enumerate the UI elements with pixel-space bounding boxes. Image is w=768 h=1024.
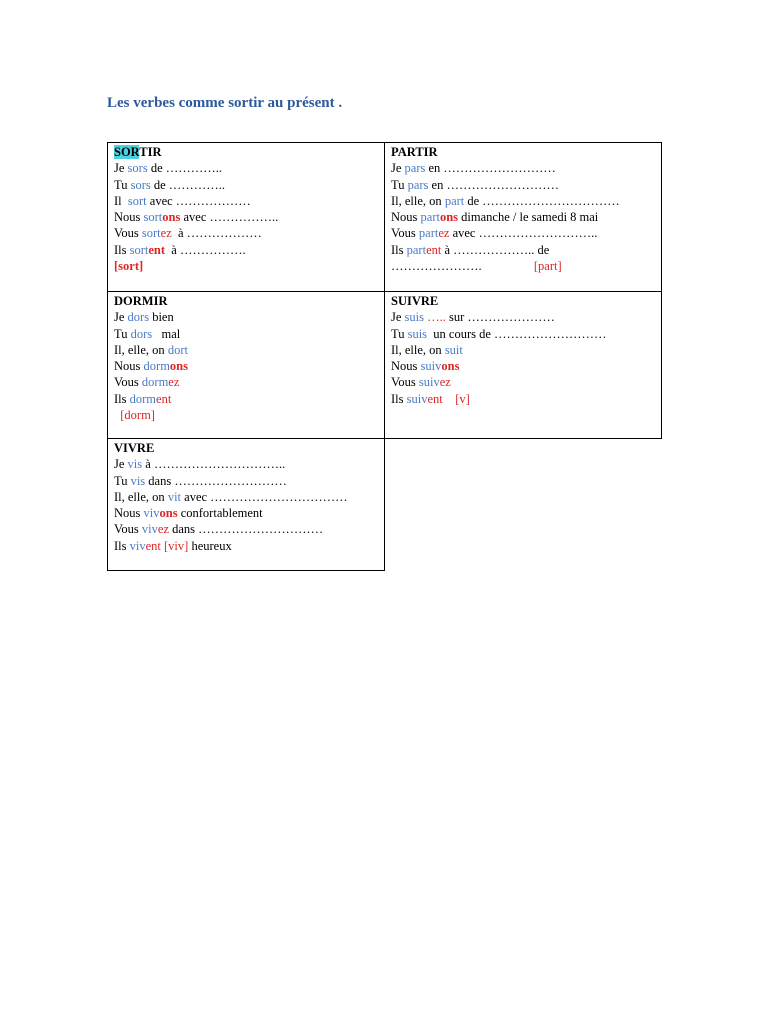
conjugation-segment: part — [420, 210, 440, 225]
conjugation-segment: part — [418, 226, 439, 241]
conjugation-segment: dors — [130, 326, 153, 341]
conjugation-segment: ent — [156, 391, 172, 406]
conjugation-segment: Nous — [114, 506, 144, 521]
conjugation-segment: suit — [444, 342, 463, 357]
conjugation-line — [114, 473, 378, 489]
conjugation-segment: de …………………………… — [464, 193, 620, 208]
conjugation-line — [391, 309, 655, 325]
conjugation-line — [114, 489, 378, 505]
conjugation-segment: vis — [130, 473, 146, 488]
conjugation-line — [114, 242, 378, 258]
cell-sortir — [107, 142, 385, 292]
conjugation-segment: Je — [114, 161, 128, 176]
conjugation-line — [391, 225, 655, 241]
conjugation-segment: suiv — [420, 359, 442, 374]
conjugation-segment: Je — [114, 457, 128, 472]
conjugation-segment: Vous — [391, 226, 419, 241]
verb-heading-segment: TIR — [139, 145, 162, 159]
conjugation-segment: ez — [168, 375, 180, 390]
conjugation-segment: suiv — [406, 391, 428, 406]
conjugation-line — [114, 177, 378, 193]
conjugation-line — [391, 209, 655, 225]
conjugation-segment: Il — [114, 193, 128, 208]
conjugation-line — [114, 209, 378, 225]
conjugation-segment: pars — [404, 161, 426, 176]
conjugation-line — [391, 342, 655, 358]
conjugation-segment: mal — [152, 326, 181, 341]
conjugation-line — [391, 160, 655, 176]
conjugation-line — [114, 326, 378, 342]
conjugation-segment: un cours de ……………………… — [427, 326, 607, 341]
conjugation-segment: ons — [169, 359, 188, 374]
conjugation-segment: suis — [407, 326, 428, 341]
conjugation-line — [391, 391, 655, 407]
conjugation-line — [391, 326, 655, 342]
conjugation-segment: de ………….. — [147, 161, 223, 176]
conjugation-segment: Ils — [114, 538, 130, 553]
conjugation-segment: en ……………………… — [428, 177, 559, 192]
conjugation-segment: dort — [167, 342, 188, 357]
worksheet-title: Les verbes comme sortir au présent . — [107, 95, 343, 111]
conjugation-line — [114, 538, 378, 554]
conjugation-segment: dorm — [129, 391, 157, 406]
conjugation-segment: à ………………………….. — [142, 457, 286, 472]
conjugation-line — [391, 374, 655, 390]
conjugation-segment: ent — [427, 391, 443, 406]
conjugation-segment: vis — [127, 457, 143, 472]
conjugation-line — [114, 160, 378, 176]
conjugation-segment: avec …………….. — [180, 210, 279, 225]
verb-heading-segment: DORMIR — [114, 294, 168, 308]
conjugation-segment: Je — [391, 161, 405, 176]
conjugation-segment: Je — [391, 310, 405, 325]
conjugation-line — [391, 258, 655, 274]
conjugation-segment: Tu — [114, 326, 131, 341]
conjugation-segment: ons — [439, 210, 459, 225]
conjugation-segment: sur ………………… — [445, 310, 555, 325]
conjugation-segment: Il, elle, on — [114, 489, 168, 504]
conjugation-segment: en ……………………… — [425, 161, 556, 176]
verb-heading-dormir — [114, 293, 378, 309]
conjugation-segment: Vous — [114, 375, 142, 390]
conjugation-segment: sors — [130, 177, 151, 192]
conjugation-line — [114, 521, 378, 537]
cell-vivre — [107, 438, 385, 571]
conjugation-segment: ent — [145, 538, 161, 553]
conjugation-segment: Nous — [391, 359, 421, 374]
conjugation-line — [114, 358, 378, 374]
conjugation-line — [114, 391, 378, 407]
conjugation-segment: Ils — [391, 391, 407, 406]
conjugation-segment: sort — [129, 242, 149, 257]
conjugation-segment: Vous — [114, 226, 142, 241]
conjugation-segment: vit — [167, 489, 182, 504]
conjugation-segment: Ils — [114, 391, 130, 406]
conjugation-segment: confortablement — [177, 506, 263, 521]
conjugation-segment: suis — [404, 310, 424, 325]
conjugation-segment: Tu — [114, 473, 131, 488]
conjugation-segment: …………………. — [391, 259, 482, 274]
conjugation-segment: sors — [127, 161, 148, 176]
conjugation-segment: sort — [127, 193, 147, 208]
conjugation-segment: Nous — [114, 210, 144, 225]
cell-dormir — [107, 291, 385, 439]
conjugation-segment: dorm — [141, 375, 169, 390]
conjugation-segment: heureux — [188, 538, 232, 553]
conjugation-segment: sort — [141, 226, 161, 241]
conjugation-segment: Ils — [391, 242, 407, 257]
conjugation-segment: avec ……………………….. — [449, 226, 598, 241]
conjugation-segment: ez — [160, 226, 172, 241]
conjugation-segment: ons — [162, 210, 181, 225]
cell-suivre — [384, 291, 662, 439]
conjugation-segment: ….. — [424, 310, 446, 325]
conjugation-segment: part — [406, 242, 427, 257]
conjugation-segment: viv — [129, 538, 146, 553]
conjugation-segment: ez — [438, 226, 450, 241]
conjugation-line — [114, 407, 378, 423]
verb-heading-sortir — [114, 144, 378, 160]
conjugation-segment: bien — [149, 310, 174, 325]
conjugation-segment: Nous — [114, 359, 144, 374]
conjugation-segment: dans ………………………… — [169, 522, 324, 537]
conjugation-segment: pars — [407, 177, 429, 192]
conjugation-segment: Tu — [114, 177, 131, 192]
verb-heading-segment: PARTIR — [391, 145, 438, 159]
conjugation-line — [114, 456, 378, 472]
conjugation-segment: sort — [143, 210, 163, 225]
conjugation-segment: Nous — [391, 210, 421, 225]
conjugation-line — [114, 225, 378, 241]
conjugation-line — [114, 193, 378, 209]
conjugation-segment: ez — [439, 375, 451, 390]
conjugation-segment: à ……………….. de — [441, 242, 550, 257]
conjugation-line — [391, 193, 655, 209]
conjugation-line — [391, 177, 655, 193]
conjugation-line — [114, 342, 378, 358]
conjugation-segment: Il, elle, on — [391, 342, 445, 357]
conjugation-segment: suiv — [418, 375, 440, 390]
verb-heading-vivre — [114, 440, 378, 456]
conjugation-segment: dans ……………………… — [145, 473, 287, 488]
conjugation-segment: avec ……………… — [146, 193, 251, 208]
conjugation-segment: Vous — [114, 522, 142, 537]
conjugation-segment: de ………….. — [150, 177, 226, 192]
conjugation-line — [391, 358, 655, 374]
conjugation-line — [114, 374, 378, 390]
conjugation-segment: dimanche / le samedi 8 mai — [458, 210, 599, 225]
conjugation-segment: à ……………… — [171, 226, 262, 241]
conjugation-segment: [v] — [455, 391, 470, 406]
conjugation-segment: Ils — [114, 242, 130, 257]
conjugation-segment: ons — [441, 359, 460, 374]
conjugation-segment: part — [444, 193, 465, 208]
conjugation-line — [114, 309, 378, 325]
conjugation-segment: [part] — [533, 259, 562, 274]
conjugation-line — [114, 258, 378, 274]
conjugation-segment: ez — [157, 522, 169, 537]
conjugation-line — [114, 505, 378, 521]
conjugation-segment: [viv] — [164, 538, 189, 553]
verb-heading-segment: VIVRE — [114, 441, 155, 455]
conjugation-segment: [dorm] — [120, 408, 155, 423]
conjugation-line — [391, 242, 655, 258]
verb-heading-segment: SUIVRE — [391, 294, 439, 308]
conjugation-segment: dorm — [143, 359, 170, 374]
conjugation-segment: Il, elle, on — [114, 342, 168, 357]
conjugation-segment: Tu — [391, 177, 408, 192]
conjugation-segment: Vous — [391, 375, 419, 390]
conjugation-segment: ent — [148, 242, 166, 257]
conjugation-segment: ent — [426, 242, 442, 257]
conjugation-segment — [443, 392, 456, 406]
verb-heading-partir — [391, 144, 655, 160]
conjugation-segment: viv — [143, 506, 160, 521]
conjugation-segment: [sort] — [114, 259, 144, 274]
cell-partir — [384, 142, 662, 292]
conjugation-segment: à ……………. — [165, 242, 246, 257]
conjugation-segment: Il, elle, on — [391, 193, 445, 208]
verb-heading-segment: SOR — [114, 145, 140, 159]
verb-heading-suivre — [391, 293, 655, 309]
conjugation-segment: dors — [127, 310, 150, 325]
conjugation-segment: Je — [114, 310, 128, 325]
conjugation-segment: Tu — [391, 326, 408, 341]
conjugation-segment: ons — [159, 506, 178, 521]
conjugation-segment: avec …………………………… — [181, 489, 348, 504]
conjugation-segment: viv — [141, 522, 158, 537]
